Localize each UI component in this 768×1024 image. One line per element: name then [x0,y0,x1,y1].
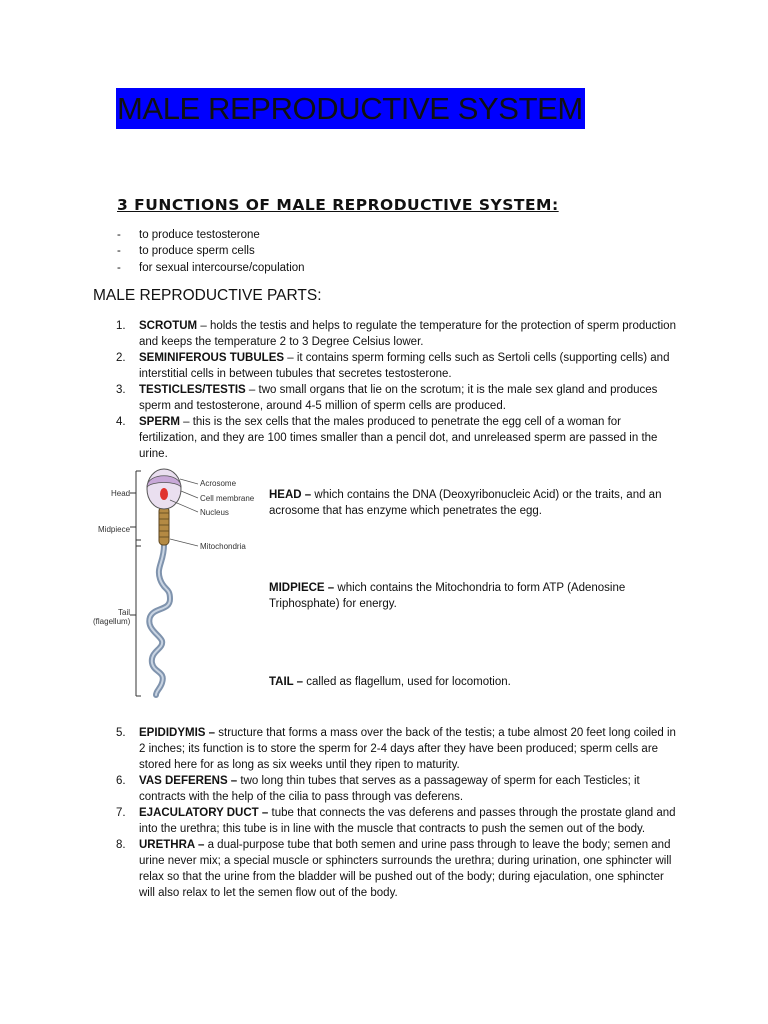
item-number: 7. [116,807,126,819]
midpiece-description [269,580,679,612]
function-text: to produce sperm cells [139,245,255,258]
part-description: two long thin tubes that serves as a passageway of sperm for each Testicles; it contracts with the help of the cilia to pass through vas deferens. [139,775,640,803]
part-term: EPIDIDYMIS – [139,727,216,739]
part-term: SPERM [139,416,180,428]
part-description: this is the sex cells that the males produced to penetrate the egg cell of a woman for fertilization, and they are 100 times smaller than a pencil dot, and unreleased sperm are passed in the urine. [139,416,658,460]
bullet: - [117,229,121,241]
separator: – [179,416,193,428]
item-number: 8. [116,839,126,851]
label-midpiece: Midpiece [98,525,131,534]
item-number: 2. [116,352,126,364]
list-item [116,837,681,901]
label-cell-membrane: Cell membrane [200,494,255,503]
part-description: structure that forms a mass over the back of the testis; a tube almost 20 feet long coiled in 2 inches; its function is to store the sperm for 2-4 days after they have been produced; sperm cells are stored here for as long as six weeks until they ripen to maturity. [139,727,676,771]
bullet: - [117,245,121,258]
sperm-diagram [84,467,259,702]
parts-heading: MALE REPRODUCTIVE PARTS: [93,287,322,304]
midpiece-term: MIDPIECE – [269,582,335,594]
item-number: 1. [116,320,126,332]
part-description: tube that connects the vas deferens and passes through the prostate gland and into the urethra; this tube is in line with the muscle that contracts to push the semen out of the body. [139,807,676,835]
label-nucleus: Nucleus [200,508,229,517]
item-number: 3. [116,384,126,396]
document-title: MALE REPRODUCTIVE SYSTEM [116,88,585,129]
head-description [269,487,679,519]
label-acrosome: Acrosome [200,479,237,488]
label-tail: Tail [118,608,131,617]
part-description: a dual-purpose tube that both semen and urine pass through to leave the body; semen and urine never mix; a special muscle or sphincters surrounds the urethra; during urination, one sphincter will relax so that the urine from the bladder will be pushed out of the body; during ejaculation, one sphincter will also relax to let the semen flow out of the body. [139,839,672,899]
list-item [116,318,681,350]
item-number: 6. [116,775,126,787]
part-term: TESTICLES/TESTIS [139,384,246,396]
list-item [116,382,681,414]
function-text: for sexual intercourse/copulation [139,261,305,274]
list-item [116,773,681,805]
list-item [116,725,681,773]
part-term: SEMINIFEROUS TUBULES [139,352,285,364]
list-item [117,260,305,276]
list-item [116,350,681,382]
parts-list-continued [116,725,681,901]
head-term: HEAD – [269,489,312,501]
part-description: it contains sperm forming cells such as Sertoli cells (supporting cells) and interstitial cells in between tubules that secretes testosterone. [139,352,670,380]
part-term: URETHRA – [139,839,205,851]
bullet: - [117,261,121,274]
functions-list [117,227,305,276]
parts-list [116,318,681,462]
list-item [116,805,681,837]
label-mitochondria: Mitochondria [200,542,246,551]
part-term: SCROTUM [139,320,198,332]
tail-text: called as flagellum, used for locomotion. [303,676,511,688]
list-item [116,414,681,462]
part-description: two small organs that lie on the scrotum; it is the male sex gland and produces sperm and testosterone, around 4-5 million of sperm cells are produced. [139,384,658,412]
part-description: holds the testis and helps to regulate the temperature for the protection of sperm production and keeps the temperature 2 to 3 Degree Celsius lower. [139,320,676,348]
tail-term: TAIL – [269,676,304,688]
part-term: EJACULATORY DUCT – [139,807,269,819]
list-item [117,243,305,259]
head-text: which contains the DNA (Deoxyribonucleic Acid) or the traits, and an acrosome that has enzyme which penetrates the egg. [269,489,662,517]
tail-description [269,674,679,690]
label-flagellum: (flagellum) [93,617,131,626]
part-term: VAS DEFERENS – [139,775,238,787]
separator: – [284,352,297,364]
functions-heading: 3 FUNCTIONS OF MALE REPRODUCTIVE SYSTEM: [117,196,559,214]
midpiece-text: which contains the Mitochondria to form ATP (Adenosine Triphosphate) for energy. [269,582,626,610]
item-number: 5. [116,727,126,739]
label-head: Head [111,489,131,498]
list-item [117,227,305,243]
separator: – [197,320,210,332]
function-text: to produce testosterone [139,229,260,241]
item-number: 4. [116,416,126,428]
separator: – [245,384,259,396]
